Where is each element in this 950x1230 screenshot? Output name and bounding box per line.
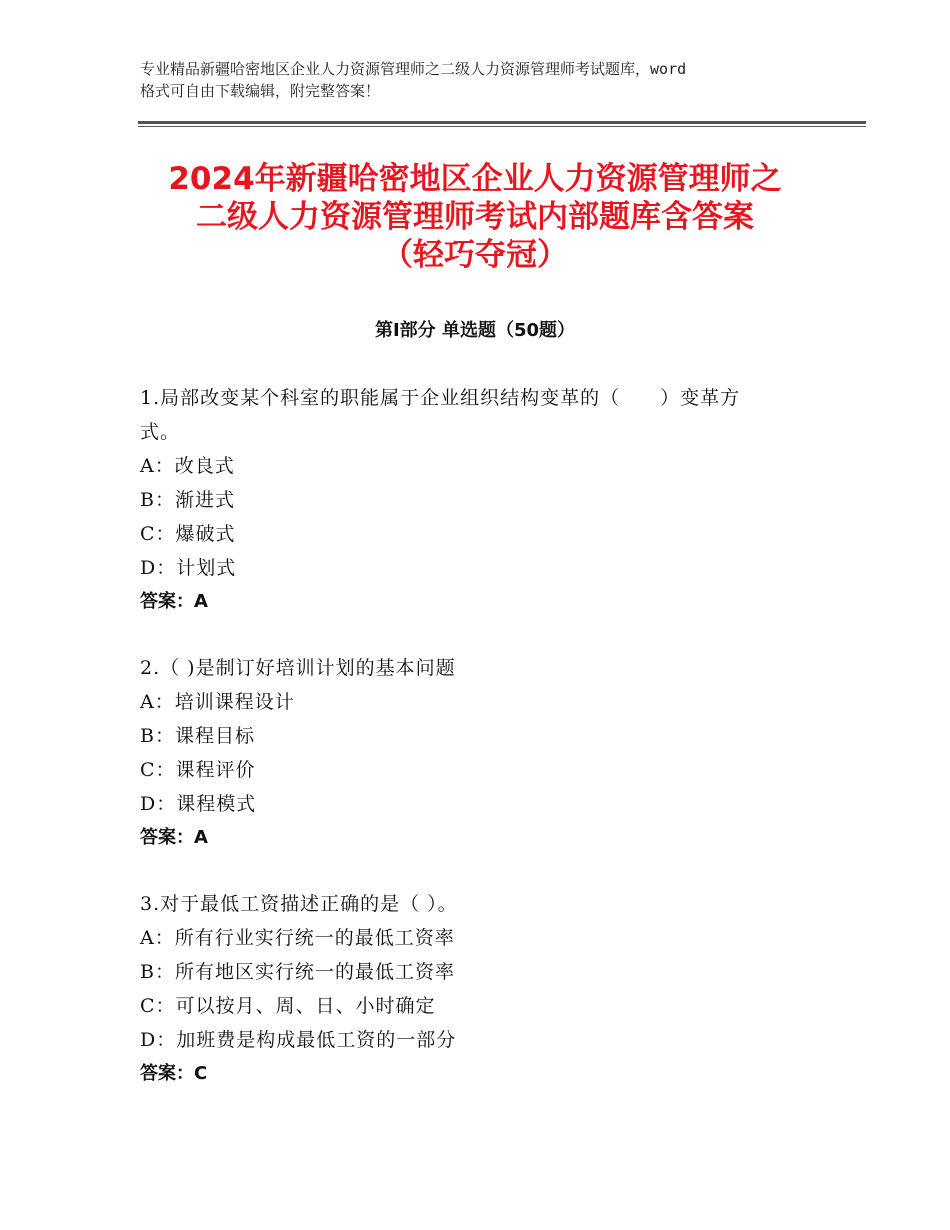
title-line: 二级人力资源管理师考试内部题库含答案	[196, 199, 754, 235]
title-line: 2024年新疆哈密地区企业人力资源管理师之	[168, 161, 782, 197]
option-d: D：课程模式	[140, 793, 257, 815]
option-b: B：所有地区实行统一的最低工资率	[140, 961, 455, 983]
header-divider	[138, 121, 866, 127]
question-stem: 1.局部改变某个科室的职能属于企业组织结构变革的（ ）变革方	[140, 387, 741, 409]
header-note-line: 专业精品新疆哈密地区企业人力资源管理师之二级人力资源管理师考试题库，word	[140, 60, 687, 78]
option-b: B：渐进式	[140, 489, 235, 511]
question-stem: 3.对于最低工资描述正确的是（ ）。	[140, 893, 458, 915]
question-stem-continued: 式。	[140, 421, 181, 443]
question-item	[140, 651, 820, 855]
question-stem: 2.（ )是制订好培训计划的基本问题	[140, 657, 456, 679]
answer-label: 答案：A	[140, 827, 208, 848]
option-d: D：加班费是构成最低工资的一部分	[140, 1029, 457, 1051]
option-c: C：爆破式	[140, 523, 236, 545]
question-list	[140, 381, 820, 1123]
question-item	[140, 887, 820, 1091]
header-note	[140, 58, 830, 102]
option-a: A：改良式	[140, 455, 235, 477]
option-a: A：所有行业实行统一的最低工资率	[140, 927, 455, 949]
option-c: C：课程评价	[140, 759, 256, 781]
option-d: D：计划式	[140, 557, 237, 579]
option-c: C：可以按月、周、日、小时确定	[140, 995, 436, 1017]
header-note-line: 格式可自由下载编辑，附完整答案！	[140, 82, 381, 100]
option-a: A：培训课程设计	[140, 691, 295, 713]
answer-label: 答案：A	[140, 591, 208, 612]
answer-label: 答案：C	[140, 1063, 208, 1084]
title-line: （轻巧夺冠）	[382, 237, 568, 273]
section-heading: 第Ⅰ部分 单选题（50题）	[374, 320, 575, 341]
question-item	[140, 381, 820, 619]
option-b: B：课程目标	[140, 725, 255, 747]
document-title	[100, 160, 850, 274]
